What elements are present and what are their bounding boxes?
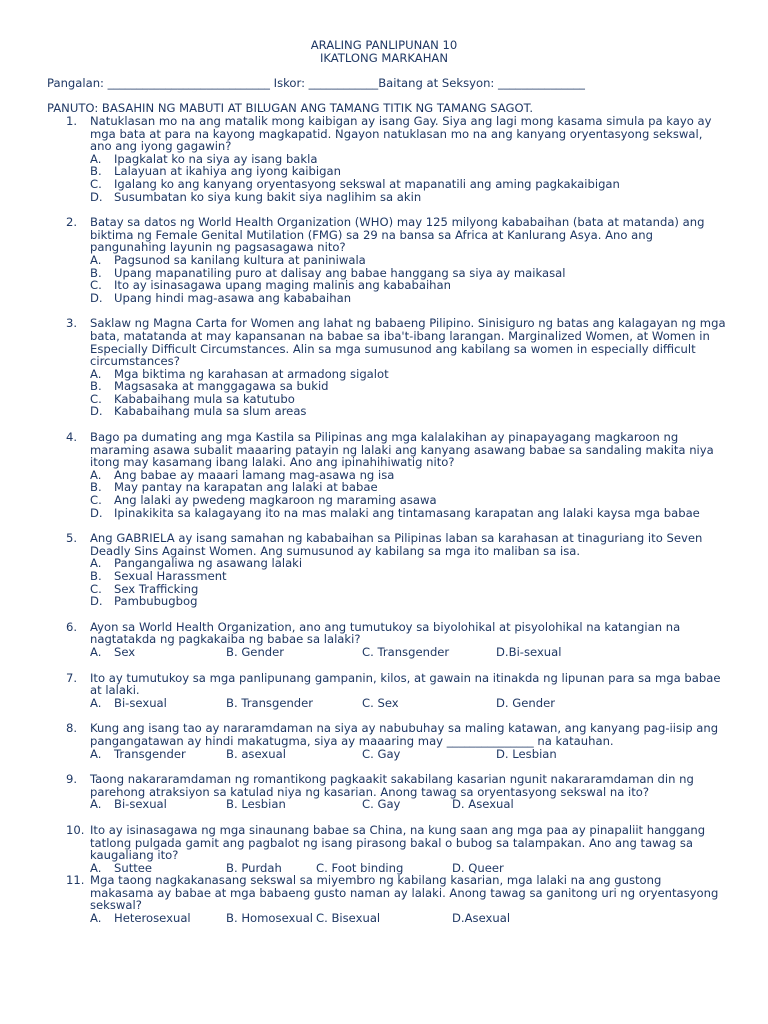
- option-text: Ipinakikita sa kalagayang ito na mas malaki ang tintamasang karapatan ang lalaki kaysa mga babae: [114, 505, 700, 520]
- option-text: Lalayuan at ikahiya ang iyong kaibigan: [114, 164, 341, 179]
- option-text: B. Purdah: [226, 860, 282, 875]
- question-text: Batay sa datos ng World Health Organization (WHO) may 125 milyong kababaihan (bata at matanda) ang biktima ng Female Genital Mutilation (FMG) sa 29 na bansa sa Africa at Kanlurang Asya. Ano ang pangunahing layunin ng pagsasagawa nito?: [90, 215, 705, 255]
- option-text: D. Lesbian: [496, 746, 557, 761]
- option-text: D.Bi-sexual: [496, 644, 562, 659]
- question-number: 10.: [66, 822, 85, 837]
- question-number: 3.: [66, 316, 78, 331]
- question-item: [66, 824, 726, 874]
- option-letter: D.: [90, 404, 103, 419]
- question-text: Mga taong nagkakanasang sekswal sa miyembro ng kabilang kasarian, mga lalaki na ang gustong makasama ay babae at mga babaeng gusto naman ay lalaki. Anong tawag sa ganitong uri ng oryentasyong sekswal?: [90, 873, 719, 913]
- answer-option[interactable]: [90, 646, 135, 659]
- answer-options-row: [90, 748, 726, 761]
- option-text: Ang babae ay maaari lamang mag-asawa ng isa: [114, 467, 395, 482]
- option-text: D. Queer: [452, 860, 504, 875]
- option-letter: D.: [90, 290, 103, 305]
- option-text: Pambubugbog: [114, 594, 198, 609]
- question-item: [66, 317, 726, 418]
- option-text: Bi-sexual: [114, 695, 167, 710]
- option-text: Suttee: [114, 860, 153, 875]
- option-text: Igalang ko ang kanyang oryentasyong sekswal at mapanatili ang aming pagkakaibigan: [114, 176, 620, 191]
- option-letter: A.: [90, 746, 102, 761]
- option-letter: B.: [90, 379, 102, 394]
- option-text: Kababaihang mula sa slum areas: [114, 404, 307, 419]
- answer-options: [90, 368, 726, 418]
- answer-option[interactable]: [496, 646, 561, 659]
- question-text: Ang GABRIELA ay isang samahan ng kababaihan sa Pilipinas laban sa karahasan at tinaguriang ito Seven Deadly Sins Against Women. Ang sumusunod ay kabilang sa mga ito maliban sa isa.: [90, 531, 703, 558]
- option-text: C. Gay: [362, 746, 401, 761]
- option-text: D.Asexual: [452, 911, 511, 926]
- option-letter: B.: [90, 480, 102, 495]
- option-text: B. Transgender: [226, 695, 314, 710]
- option-text: Heterosexual: [114, 911, 191, 926]
- question-text: Bago pa dumating ang mga Kastila sa Pilipinas ang mga kalalakihan ay pinapayagang magkaroon ng maraming asawa subalit maaaring patayin ng lalaki ang kanyang asawang babae sa sandaling makita niya itong may kasamang ibang lalaki. Ano ang ipinahihiwatig nito?: [90, 430, 714, 470]
- question-item: [66, 431, 726, 519]
- option-letter: A.: [90, 860, 102, 875]
- question-number: 1.: [66, 114, 78, 128]
- answer-options: [90, 557, 726, 607]
- answer-option[interactable]: [226, 646, 284, 659]
- option-letter: C.: [90, 391, 102, 406]
- answer-option[interactable]: [362, 798, 400, 811]
- option-text: Kababaihang mula sa katutubo: [114, 391, 295, 406]
- option-letter: C.: [90, 493, 102, 508]
- option-text: B. Lesbian: [226, 797, 286, 812]
- answer-options: [90, 153, 726, 203]
- option-letter: D.: [90, 594, 103, 609]
- option-text: Mga biktima ng karahasan at armadong sigalot: [114, 366, 389, 381]
- question-number: 11.: [66, 873, 85, 888]
- option-letter: C.: [90, 581, 102, 596]
- question-item: [66, 621, 726, 659]
- answer-option[interactable]: [226, 798, 286, 811]
- option-letter: B.: [90, 164, 102, 179]
- answer-option[interactable]: [452, 912, 510, 925]
- question-list: [66, 115, 726, 925]
- option-letter: A.: [90, 151, 102, 166]
- option-letter: A.: [90, 366, 102, 381]
- question-number: 8.: [66, 721, 78, 736]
- answer-option[interactable]: [90, 292, 726, 305]
- exam-title: ARALING PANLIPUNAN 10: [310, 38, 458, 52]
- option-text: Sex Trafficking: [114, 581, 199, 596]
- student-info-line: Pangalan: ____________________________ Iskor: ____________Baitang at Seksyon: _______________: [47, 76, 585, 90]
- answer-options: [90, 469, 726, 519]
- question-number: 9.: [66, 772, 78, 787]
- answer-option[interactable]: [316, 912, 380, 925]
- question-item: [66, 773, 726, 811]
- question-text: Taong nakararamdaman ng romantikong pagkaakit sakabilang kasarian ngunit nakararamdaman din ng parehong atraksiyon sa katulad niya ng kasarian. Anong tawag sa oryentasyong sekswal na ito?: [90, 772, 694, 799]
- option-letter: A.: [90, 797, 102, 812]
- option-text: C. Gay: [362, 797, 401, 812]
- question-item: [66, 874, 726, 924]
- option-text: Sexual Harassment: [114, 569, 227, 583]
- option-text: May pantay na karapatan ang lalaki at babae: [114, 480, 378, 495]
- option-text: Ang lalaki ay pwedeng magkaroon ng maraming asawa: [114, 493, 437, 508]
- option-text: Magsasaka at manggagawa sa bukid: [114, 379, 329, 394]
- answer-option[interactable]: [90, 507, 726, 520]
- question-text: Ito ay tumutukoy sa mga panlipunang gampanin, kilos, at gawain na itinakda ng lipunan para sa mga babae at lalaki.: [90, 670, 721, 698]
- option-text: B. Gender: [226, 644, 285, 659]
- answer-option[interactable]: [90, 697, 167, 710]
- answer-option[interactable]: [90, 912, 191, 925]
- option-text: Susumbatan ko siya kung bakit siya naglihim sa akin: [114, 189, 422, 204]
- answer-option[interactable]: [90, 405, 726, 418]
- answer-option[interactable]: [226, 748, 286, 761]
- option-text: B. Homosexual: [226, 911, 314, 926]
- answer-options: [90, 254, 726, 304]
- option-letter: A.: [90, 252, 102, 267]
- option-letter: A.: [90, 467, 102, 482]
- option-letter: D.: [90, 505, 103, 520]
- option-text: Transgender: [114, 746, 186, 761]
- answer-options-row: [90, 912, 726, 925]
- answer-option[interactable]: [90, 191, 726, 204]
- option-text: Pangangaliwa ng asawang lalaki: [114, 556, 303, 571]
- answer-option[interactable]: [452, 798, 514, 811]
- question-item: [66, 722, 726, 760]
- option-text: D. Asexual: [452, 797, 514, 812]
- answer-options-row: [90, 798, 726, 811]
- answer-option[interactable]: [90, 798, 167, 811]
- answer-options-row: [90, 646, 726, 659]
- option-text: Upang mapanatiling puro at dalisay ang babae hanggang sa siya ay maikasal: [114, 265, 566, 280]
- option-text: D. Gender: [496, 695, 556, 710]
- question-number: 2.: [66, 215, 78, 230]
- option-text: C. Bisexual: [316, 911, 381, 926]
- option-text: Sex: [114, 644, 136, 659]
- option-text: Ipagkalat ko na siya ay isang bakla: [114, 151, 318, 166]
- question-text: Ayon sa World Health Organization, ano ang tumutukoy sa biyolohikal at pisyolohikal na katangian na nagtatakda ng pagkakaiba ng babae sa lalaki?: [90, 619, 681, 647]
- option-letter: B.: [90, 569, 102, 583]
- question-number: 4.: [66, 430, 78, 445]
- option-letter: C.: [90, 278, 102, 293]
- answer-option[interactable]: [226, 697, 313, 710]
- option-text: B. asexual: [226, 746, 286, 761]
- question-number: 6.: [66, 619, 78, 634]
- answer-option[interactable]: [90, 748, 186, 761]
- question-item: [66, 115, 726, 203]
- question-text: Ito ay isinasagawa ng mga sinaunang babae sa China, na kung saan ang mga paa ay pinapaliit hanggang tatlong pulgada gamit ang pagbalot ng isang pirasong bakal o bubog sa talampakan. Ano ang tawag sa kaugaliang ito?: [90, 822, 706, 863]
- option-text: C. Foot binding: [316, 860, 404, 875]
- option-text: Upang hindi mag-asawa ang kababaihan: [114, 290, 352, 305]
- option-text: Ito ay isinasagawa upang maging malinis ang kababaihan: [114, 278, 451, 293]
- answer-options-row: [90, 697, 726, 710]
- question-item: [66, 672, 726, 710]
- question-number: 7.: [66, 670, 78, 685]
- option-letter: A.: [90, 695, 102, 710]
- question-text: Natuklasan mo na ang matalik mong kaibigan ay isang Gay. Siya ang lagi mong kasama simula pa kayo ay mga bata at para na kayong magkapatid. Ngayon natuklasan mo na ang kanyang oryentasyong sekswal, ano ang iyong gagawin?: [90, 114, 712, 154]
- option-text: C. Transgender: [362, 644, 450, 659]
- question-item: [66, 532, 726, 608]
- question-number: 5.: [66, 531, 78, 546]
- question-item: [66, 216, 726, 304]
- question-text: Saklaw ng Magna Carta for Women ang lahat ng babaeng Pilipino. Sinisiguro ng batas ang kalagayan ng mga bata, matatanda at may kapansanan na babae sa iba't-ibang larangan. Marginalized Women, at Women in Especially Difficult Circumstances. Alin sa mga sumusunod ang kabilang sa women in especially difficult circumstances?: [90, 316, 726, 369]
- exam-subtitle: IKATLONG MARKAHAN: [319, 51, 449, 65]
- option-text: C. Sex: [362, 695, 399, 710]
- option-text: Pagsunod sa kanilang kultura at paniniwala: [114, 252, 366, 267]
- answer-option[interactable]: [226, 912, 313, 925]
- answer-option[interactable]: [362, 697, 399, 710]
- option-letter: C.: [90, 176, 102, 191]
- option-letter: A.: [90, 911, 102, 926]
- answer-option[interactable]: [496, 748, 557, 761]
- option-letter: A.: [90, 644, 102, 659]
- option-letter: A.: [90, 556, 102, 571]
- question-text: Kung ang isang tao ay nararamdaman na siya ay nabubuhay sa maling katawan, ang kanyang pag-iisip ang pangangatawan ay hindi makatugma, siya ay maaaring may _______________ na katauhan.: [90, 721, 719, 748]
- option-text: Bi-sexual: [114, 797, 167, 812]
- answer-option[interactable]: [362, 748, 400, 761]
- answer-option[interactable]: [362, 646, 449, 659]
- answer-option[interactable]: [90, 595, 726, 608]
- instructions: PANUTO: BASAHIN NG MABUTI AT BILUGAN ANG TAMANG TITIK NG TAMANG SAGOT.: [47, 101, 534, 115]
- answer-option[interactable]: [496, 697, 555, 710]
- option-letter: B.: [90, 265, 102, 280]
- option-letter: D.: [90, 189, 103, 204]
